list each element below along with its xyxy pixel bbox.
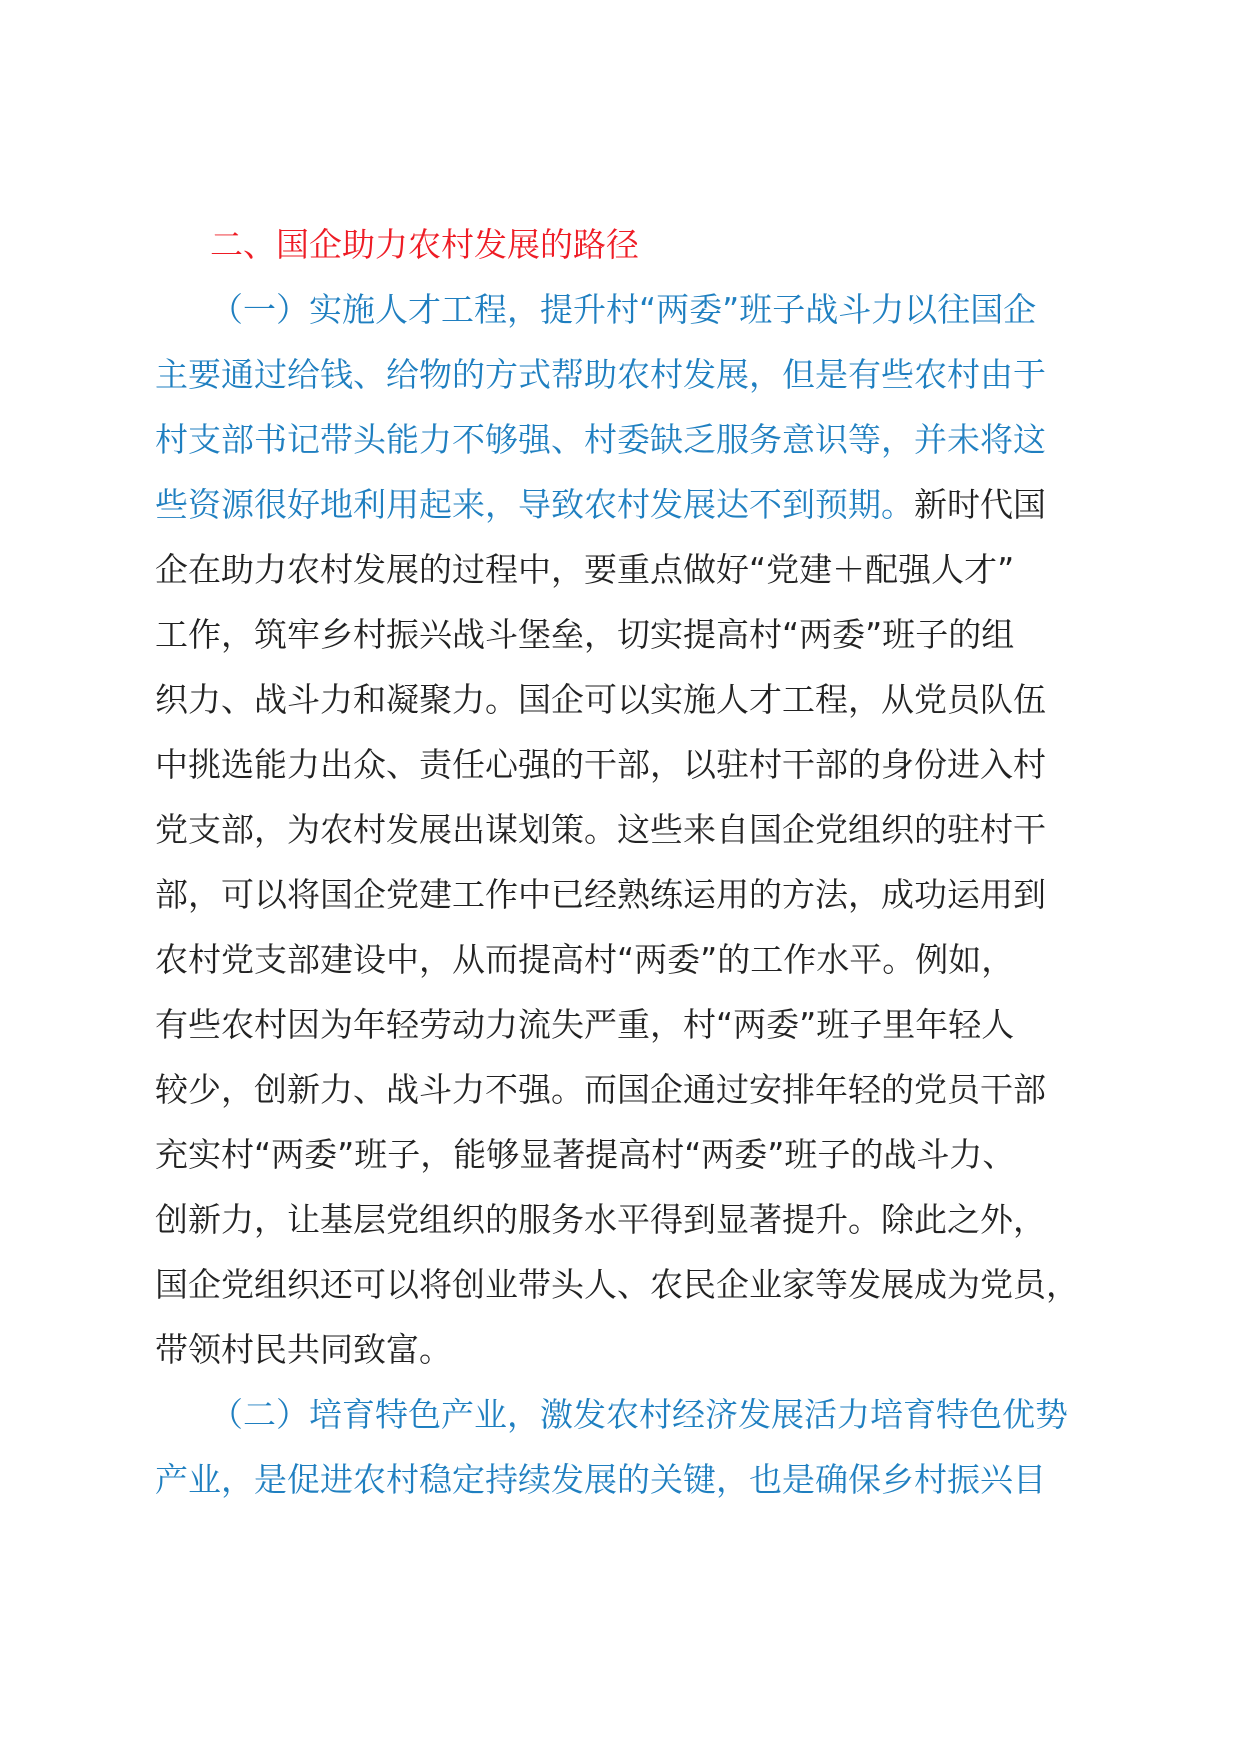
paragraph-segment-blue: 些资源很好地利用起来，导致农村发展达不到预期。 [155,485,914,524]
section-heading: 二、国企助力农村发展的路径 [210,225,639,264]
document-body [155,212,1085,1512]
subsection-heading-2: （二）培育特色产业，激发农村经济发展活力培育特色优势 [210,1395,1068,1434]
paragraph-line: 创新力，让基层党组织的服务水平得到显著提升。除此之外， [155,1200,1046,1239]
subsection-heading-1: （一）实施人才工程，提升村“两委”班子战斗力以往国企 [210,290,1037,329]
paragraph-line: 中挑选能力出众、责任心强的干部，以驻村干部的身份进入村 [155,745,1046,784]
paragraph-line: 较少，创新力、战斗力不强。而国企通过安排年轻的党员干部 [155,1070,1046,1109]
paragraph-line: 带领村民共同致富。 [155,1330,452,1369]
paragraph-line: 国企党组织还可以将创业带头人、农民企业家等发展成为党员， [155,1265,1079,1304]
paragraph-segment-black: 新时代国 [914,485,1046,524]
paragraph-line: 部，可以将国企党建工作中已经熟练运用的方法，成功运用到 [155,875,1046,914]
paragraph-line [155,472,1085,537]
paragraph-line: 企在助力农村发展的过程中，要重点做好“党建＋配强人才” [155,550,1015,589]
paragraph-line: 有些农村因为年轻劳动力流失严重，村“两委”班子里年轻人 [155,1005,1015,1044]
paragraph-line: 党支部，为农村发展出谋划策。这些来自国企党组织的驻村干 [155,810,1046,849]
paragraph-line: 主要通过给钱、给物的方式帮助农村发展，但是有些农村由于 [155,355,1046,394]
paragraph-line: 工作，筑牢乡村振兴战斗堡垒，切实提高村“两委”班子的组 [155,615,1015,654]
paragraph-line: 充实村“两委”班子，能够显著提高村“两委”班子的战斗力、 [155,1135,1016,1174]
paragraph-line: 村支部书记带头能力不够强、村委缺乏服务意识等，并未将这 [155,420,1046,459]
paragraph-line: 产业，是促进农村稳定持续发展的关键，也是确保乡村振兴目 [155,1460,1046,1499]
paragraph-line: 农村党支部建设中，从而提高村“两委”的工作水平。例如， [155,940,1015,979]
paragraph-line: 织力、战斗力和凝聚力。国企可以实施人才工程，从党员队伍 [155,680,1046,719]
